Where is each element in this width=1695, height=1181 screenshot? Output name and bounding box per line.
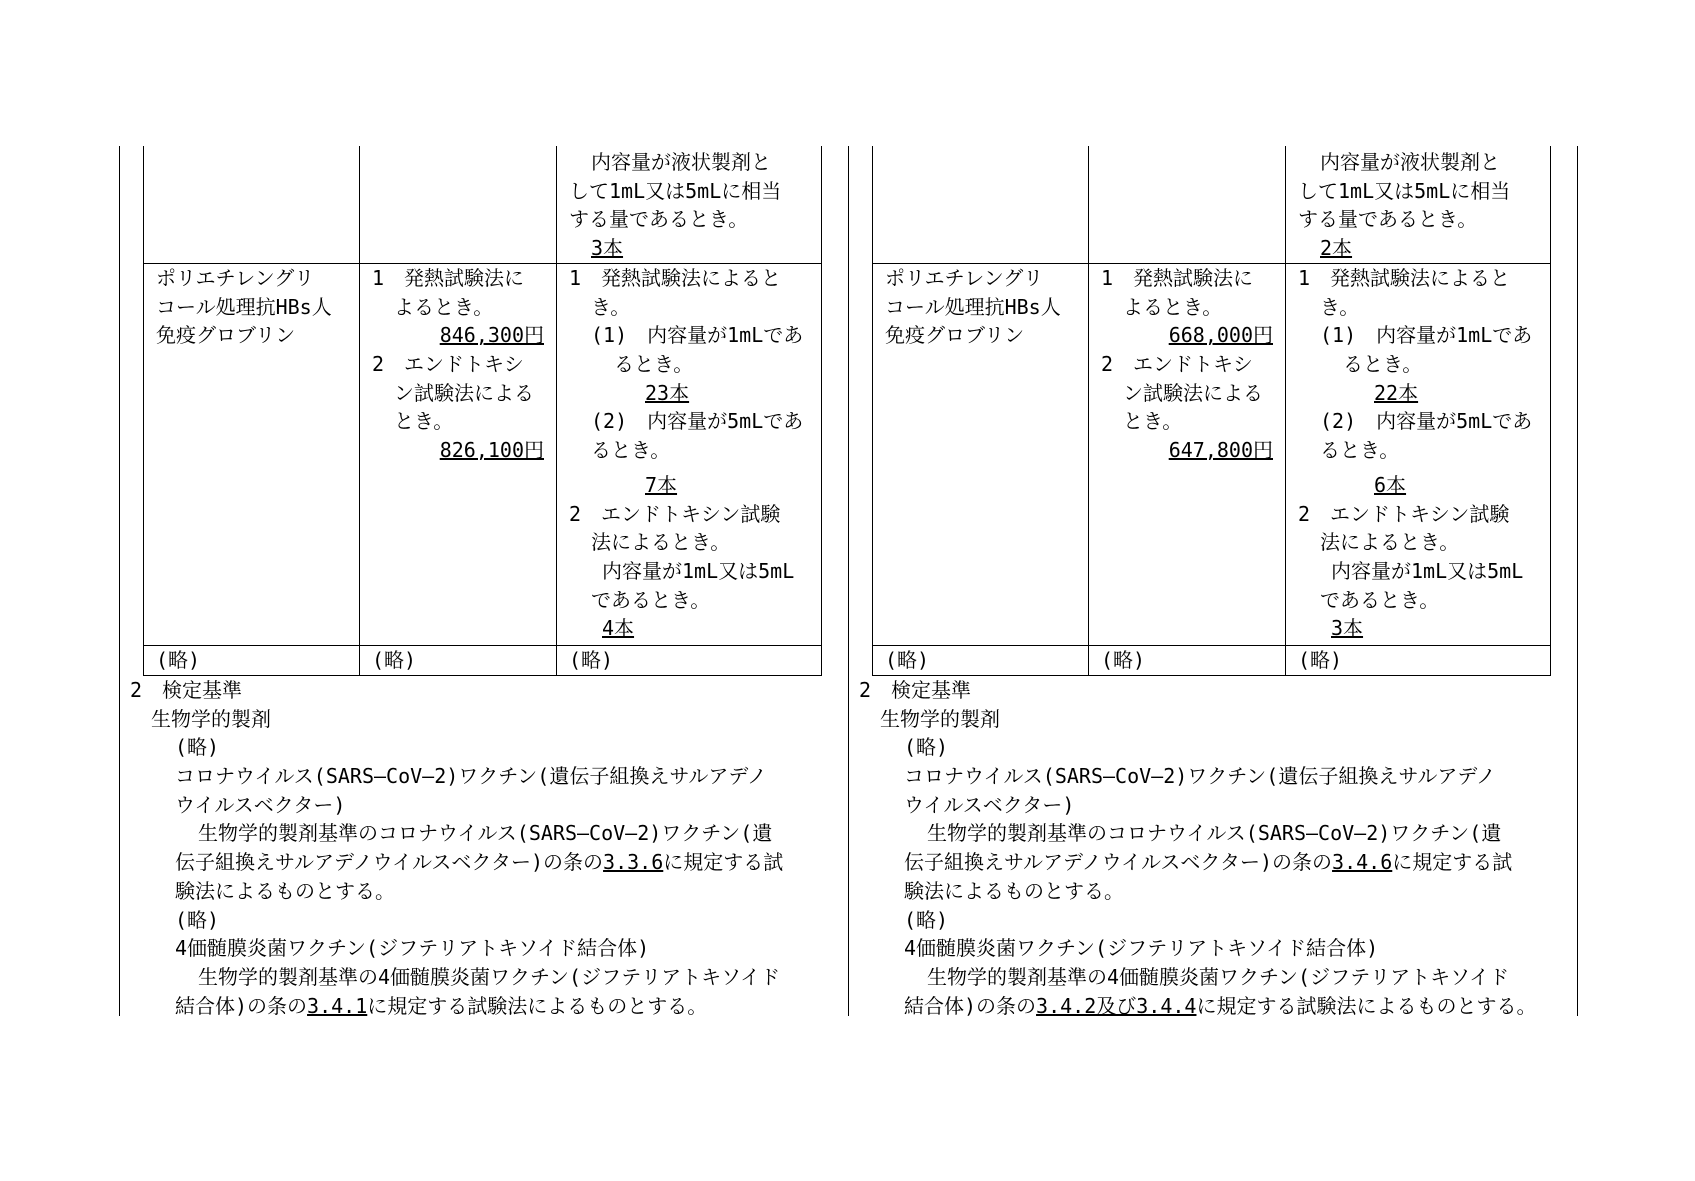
left-column-panel — [119, 146, 848, 1026]
table-cell-omitted — [1088, 645, 1285, 676]
table-cell-fee — [1088, 263, 1285, 645]
item-body: 験法によるものとする。 — [175, 878, 395, 903]
table-cell — [872, 146, 1088, 263]
omitted-label: (略) — [156, 648, 201, 672]
quantity-value: 6本 — [1374, 472, 1407, 497]
section-heading: 2 検定基準 — [859, 678, 972, 702]
cell-line: (2) 内容量が5mLであ — [1320, 409, 1533, 434]
cell-line: とき。 — [1123, 409, 1183, 434]
omitted-label: (略) — [372, 648, 417, 672]
cell-line: (1) 内容量が1mLであ — [1320, 323, 1533, 348]
item-title: コロナウイルス(SARS―CoV―2)ワクチン(遺伝子組換えサルアデノ — [904, 764, 1496, 789]
clause-reference: 3.4.1 — [307, 993, 368, 1018]
omitted-label: (略) — [904, 735, 949, 760]
clause-reference: 3.3.6 — [603, 850, 664, 875]
cell-line: 2 エンドトキシ — [372, 352, 524, 377]
clause-reference: 3.4.2及び3.4.4 — [1036, 993, 1197, 1018]
table-cell-omitted — [359, 645, 556, 676]
omitted-label: (略) — [1298, 648, 1343, 672]
table-cell-product — [143, 263, 359, 645]
table-cell-omitted — [143, 645, 359, 676]
quantity-value: 3本 — [1331, 616, 1364, 641]
fee-amount: 668,000円 — [1168, 323, 1273, 348]
cell-line: であるとき。 — [591, 587, 711, 612]
category-heading: 生物学的製剤 — [151, 706, 271, 731]
table-cell-fee — [359, 263, 556, 645]
cell-line: であるとき。 — [1320, 587, 1440, 612]
cell-line: 法によるとき。 — [1320, 530, 1460, 555]
body-text: に規定する試験法によるものとする。 — [1196, 993, 1537, 1018]
section-heading: 2 検定基準 — [130, 678, 243, 702]
cell-line: する量であるとき。 — [569, 207, 749, 232]
cell-line: るとき。 — [614, 352, 694, 377]
omitted-label: (略) — [885, 648, 930, 672]
item-title: ウイルスベクター) — [175, 792, 346, 817]
cell-line: 2 エンドトキシン試験 — [569, 501, 781, 526]
cell-line: よるとき。 — [394, 294, 494, 319]
item-body: 生物学的製剤基準の4価髄膜炎菌ワクチン(ジフテリアトキソイド — [927, 964, 1510, 989]
item-title: 4価髄膜炎菌ワクチン(ジフテリアトキソイド結合体) — [904, 936, 1379, 961]
item-body — [119, 848, 848, 877]
item-body — [848, 848, 1577, 877]
omitted-label: (略) — [175, 735, 220, 760]
product-name-line: 免疫グロブリン — [885, 323, 1025, 348]
cell-line: 1 発熱試験法に — [372, 266, 525, 290]
table-cell-omitted — [1285, 645, 1551, 676]
quantity-value: 4本 — [602, 616, 635, 641]
clause-reference: 3.4.6 — [1332, 850, 1393, 875]
cell-line: ン試験法による — [394, 380, 534, 405]
cell-line: (2) 内容量が5mLであ — [591, 409, 804, 434]
cell-line: 1 発熱試験法によると — [569, 266, 782, 290]
product-name-line: ポリエチレングリ — [156, 266, 315, 290]
fee-amount: 846,300円 — [439, 323, 544, 348]
cell-line: 内容量が液状製剤と — [591, 150, 771, 174]
body-text: に規定する試 — [1392, 850, 1513, 875]
body-text: に規定する試 — [663, 850, 784, 875]
product-name-line: コール処理抗HBs人 — [885, 294, 1061, 319]
item-title: ウイルスベクター) — [904, 792, 1075, 817]
item-title: 4価髄膜炎菌ワクチン(ジフテリアトキソイド結合体) — [175, 936, 650, 961]
cell-line: 2 エンドトキシン試験 — [1298, 501, 1510, 526]
body-text: 伝子組換えサルアデノウイルスベクター)の条の — [904, 850, 1333, 875]
fee-amount: 647,800円 — [1168, 438, 1273, 463]
item-body: 生物学的製剤基準のコロナウイルス(SARS―CoV―2)ワクチン(遺 — [198, 821, 773, 846]
table-cell-quantity — [556, 263, 822, 645]
table-cell-quantity — [556, 146, 822, 263]
cell-line: るとき。 — [591, 438, 671, 463]
cell-line: ン試験法による — [1123, 380, 1263, 405]
quantity-value: 22本 — [1374, 380, 1419, 405]
item-body — [848, 992, 1577, 1021]
quantity-value: 23本 — [645, 380, 690, 405]
cell-line: 内容量が1mL又は5mL — [1331, 558, 1524, 583]
cell-line: 法によるとき。 — [591, 530, 731, 555]
quantity-value: 7本 — [645, 472, 678, 497]
inspection-standards-section — [848, 676, 1577, 1020]
cell-line: とき。 — [394, 409, 454, 434]
item-body: 生物学的製剤基準の4価髄膜炎菌ワクチン(ジフテリアトキソイド — [198, 964, 781, 989]
table-cell-omitted — [872, 645, 1088, 676]
cell-line: よるとき。 — [1123, 294, 1223, 319]
body-text: に規定する試験法によるものとする。 — [367, 993, 708, 1018]
table-cell — [359, 146, 556, 263]
omitted-label: (略) — [175, 907, 220, 932]
cell-line: 1 発熱試験法によると — [1298, 266, 1511, 290]
cell-line: るとき。 — [1343, 352, 1423, 377]
table-cell — [143, 146, 359, 263]
cell-line: 2 エンドトキシ — [1101, 352, 1253, 377]
quantity-value: 2本 — [1320, 236, 1353, 261]
item-body: 生物学的製剤基準のコロナウイルス(SARS―CoV―2)ワクチン(遺 — [927, 821, 1502, 846]
cell-line: して1mL又は5mLに相当 — [569, 178, 782, 203]
cell-line: き。 — [591, 294, 631, 319]
cell-line: する量であるとき。 — [1298, 207, 1478, 232]
cell-line: き。 — [1320, 294, 1360, 319]
table-cell-quantity — [1285, 146, 1551, 263]
omitted-label: (略) — [904, 907, 949, 932]
omitted-label: (略) — [1101, 648, 1146, 672]
cell-line: 内容量が液状製剤と — [1320, 150, 1500, 174]
cell-line: 内容量が1mL又は5mL — [602, 558, 795, 583]
omitted-label: (略) — [569, 648, 614, 672]
body-text: 伝子組換えサルアデノウイルスベクター)の条の — [175, 850, 604, 875]
product-name-line: コール処理抗HBs人 — [156, 294, 332, 319]
table-cell — [1088, 146, 1285, 263]
fee-table — [143, 146, 822, 676]
fee-amount: 826,100円 — [439, 438, 544, 463]
table-cell-quantity — [1285, 263, 1551, 645]
table-cell-omitted — [556, 645, 822, 676]
cell-line: るとき。 — [1320, 438, 1400, 463]
category-heading: 生物学的製剤 — [880, 706, 1000, 731]
cell-line: 1 発熱試験法に — [1101, 266, 1254, 290]
page-border-right — [1577, 146, 1578, 1016]
cell-line: して1mL又は5mLに相当 — [1298, 178, 1511, 203]
item-body — [119, 992, 848, 1021]
product-name-line: 免疫グロブリン — [156, 323, 296, 348]
item-title: コロナウイルス(SARS―CoV―2)ワクチン(遺伝子組換えサルアデノ — [175, 764, 767, 789]
product-name-line: ポリエチレングリ — [885, 266, 1044, 290]
inspection-standards-section — [119, 676, 848, 1020]
item-body: 験法によるものとする。 — [904, 878, 1124, 903]
right-column-panel — [848, 146, 1577, 1026]
table-cell-product — [872, 263, 1088, 645]
fee-table — [872, 146, 1551, 676]
cell-line: (1) 内容量が1mLであ — [591, 323, 804, 348]
body-text: 結合体)の条の — [175, 993, 308, 1018]
quantity-value: 3本 — [591, 236, 624, 261]
body-text: 結合体)の条の — [904, 993, 1037, 1018]
